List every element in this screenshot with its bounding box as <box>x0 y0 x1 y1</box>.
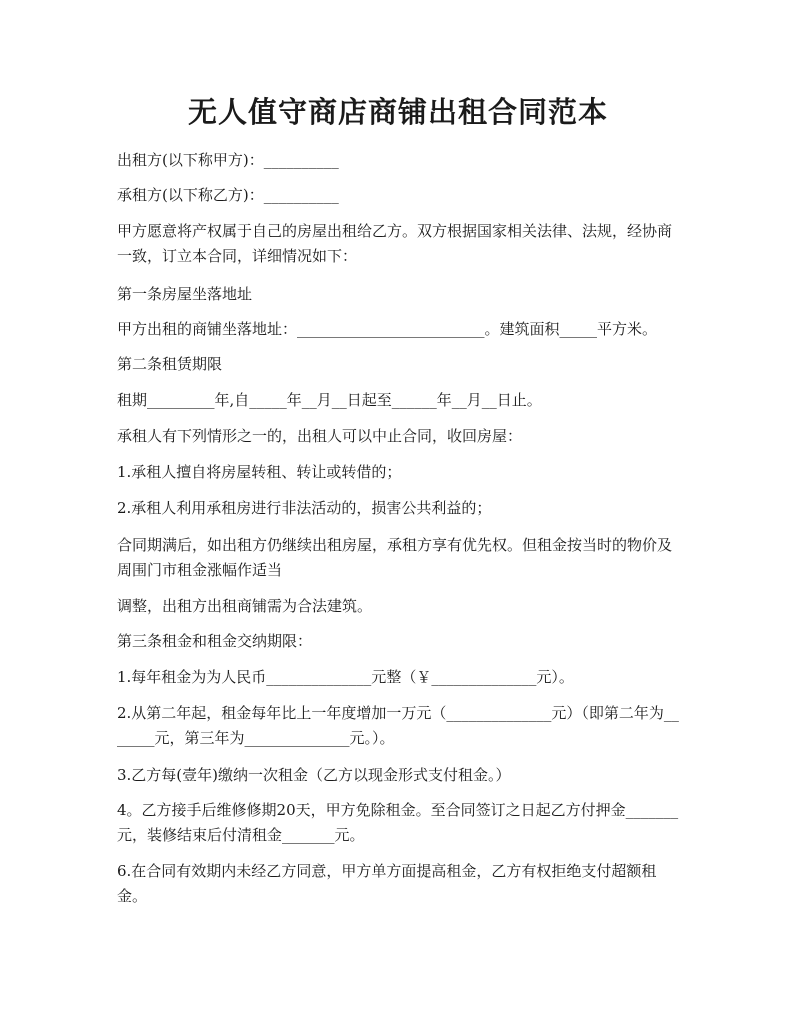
intro-paragraph: 甲方愿意将产权属于自己的房屋出租给乙方。双方根据国家相关法律、法规，经协商一致，订立本合同，详细情况如下： <box>117 222 673 265</box>
address-line: 甲方出租的商铺坐落地址：_________________________。建筑面积_____平方米。 <box>117 320 658 338</box>
termination-intro: 承租人有下列情形之一的，出租人可以中止合同，收回房屋： <box>117 427 523 445</box>
termination-item-2: 2.承租人利用承租房进行非法活动的，损害公共利益的； <box>117 499 492 517</box>
lessor-line: 出租方(以下称甲方)：__________ <box>117 151 339 169</box>
lease-term-line: 租期_________年,自_____年__月__日起至______年__月__日止。 <box>117 391 542 409</box>
article-2-heading: 第二条租赁期限 <box>117 355 223 373</box>
termination-item-1: 1.承租人擅自将房屋转租、转让或转借的； <box>117 463 402 481</box>
adjustment-line: 调整，出租方出租商铺需为合法建筑。 <box>117 597 373 615</box>
rent-item-4: 4。乙方接手后维修修期20天，甲方免除租金。至合同签订之日起乙方付押金_______元，装修结束后付清租金_______元。 <box>117 801 679 844</box>
rent-item-1: 1.每年租金为为人民币______________元整（￥______________元）。 <box>117 668 574 686</box>
lessee-line: 承租方(以下称乙方)：__________ <box>117 186 339 204</box>
document-title: 无人值守商店商铺出租合同范本 <box>187 95 608 129</box>
rent-item-2: 2.从第二年起，租金每年比上一年度增加一万元（______________元）（即第二年为_______元，第三年为______________元。）。 <box>117 704 679 747</box>
rent-item-3: 3.乙方每(壹年)缴纳一次租金（乙方以现金形式支付租金。） <box>117 766 511 784</box>
renewal-paragraph: 合同期满后，如出租方仍继续出租房屋，承租方享有优先权。但租金按当时的物价及周围门市租金涨幅作适当 <box>117 536 673 579</box>
article-3-heading: 第三条租金和租金交纳期限： <box>117 632 313 650</box>
article-1-heading: 第一条房屋坐落地址 <box>117 285 253 303</box>
rent-item-6: 6.在合同有效期内未经乙方同意，甲方单方面提高租金，乙方有权拒绝支付超额租金。 <box>117 862 657 905</box>
